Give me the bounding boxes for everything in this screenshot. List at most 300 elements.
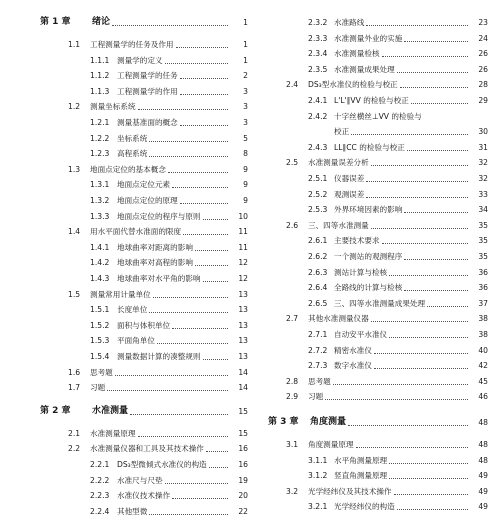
toc-entry-number: 1.3.2 xyxy=(90,196,110,205)
toc-entry-page-number: 46 xyxy=(478,392,488,402)
toc-entry-sec[interactable] xyxy=(0,441,248,456)
toc-entry-page-number: 22 xyxy=(238,506,248,516)
toc-entry-sub[interactable] xyxy=(264,453,488,468)
toc-entry-title: 地球曲率对距离的影响 xyxy=(117,242,193,252)
toc-entry-sub[interactable] xyxy=(0,271,248,286)
toc-entry-title: 用水平面代替水准面的限度 xyxy=(90,227,182,237)
toc-entry-sec[interactable] xyxy=(0,365,248,380)
toc-leader-dots xyxy=(183,234,228,235)
toc-leader-dots xyxy=(351,134,468,135)
toc-entry-page-number: 48 xyxy=(478,440,488,449)
toc-leader-dots xyxy=(157,343,228,344)
toc-entry-number: 第 2 章 xyxy=(40,405,71,416)
toc-entry-title: 测量坐标系统 xyxy=(90,102,136,112)
toc-entry-number: 2.3.3 xyxy=(308,33,328,43)
toc-leader-dots xyxy=(389,337,468,338)
toc-entry-number: 3.2 xyxy=(286,486,299,496)
toc-entry-title: 工程测量学的作用 xyxy=(117,86,178,96)
toc-entry-title: 其他型微 xyxy=(117,506,148,516)
toc-entry-page-number: 32 xyxy=(478,174,488,183)
toc-entry-sec[interactable] xyxy=(0,287,248,302)
toc-entry-title: 外界环境因素的影响 xyxy=(334,205,403,215)
toc-leader-dots xyxy=(195,265,228,266)
toc-entry-page-number: 23 xyxy=(478,18,488,27)
toc-entry-number: 2.5 xyxy=(286,158,299,168)
toc-entry-title: 面积与体积单位 xyxy=(117,320,171,330)
toc-leader-dots xyxy=(153,297,228,298)
toc-entry-title: 工程测量学的任务及作用 xyxy=(90,40,174,49)
toc-entry-page-number: 45 xyxy=(478,376,488,386)
toc-entry-page-number: 1 xyxy=(243,55,248,65)
toc-entry-title: 思考题 xyxy=(90,367,113,377)
toc-leader-dots xyxy=(382,243,468,244)
toc-entry-number: 2.2.3 xyxy=(90,491,110,501)
toc-entry-sub[interactable] xyxy=(0,53,248,68)
toc-entry-page-number: 15 xyxy=(238,406,248,416)
toc-entry-page-number: 9 xyxy=(243,164,248,174)
toc-entry-sub[interactable] xyxy=(0,240,248,255)
toc-leader-dots xyxy=(397,72,468,73)
toc-entry-page-number: 3 xyxy=(243,118,248,127)
toc-entry-title: 地面点定位的原理 xyxy=(117,196,178,205)
toc-entry-title: 地球曲率对高程的影响 xyxy=(117,258,193,268)
toc-leader-dots xyxy=(138,436,228,437)
toc-entry-page-number: 36 xyxy=(478,267,488,277)
toc-leader-dots xyxy=(389,478,468,479)
toc-leader-dots xyxy=(172,498,228,499)
toc-entry-number: 3.2.1 xyxy=(308,502,328,512)
toc-entry-page-number: 2 xyxy=(243,71,248,81)
toc-entry-number: 1.3 xyxy=(68,164,81,174)
toc-entry-page-number: 31 xyxy=(478,142,488,152)
toc-entry-number: 2.1 xyxy=(68,428,81,438)
toc-entry-sec[interactable] xyxy=(264,218,488,233)
toc-entry-sub[interactable] xyxy=(0,457,248,472)
toc-entry-number: 2.2.4 xyxy=(90,506,110,516)
toc-entry-sub[interactable] xyxy=(264,233,488,248)
toc-entry-sub[interactable] xyxy=(264,280,488,295)
toc-entry-sec[interactable] xyxy=(0,162,248,177)
toc-entry-sub[interactable] xyxy=(264,327,488,342)
toc-entry-page-number: 14 xyxy=(238,367,248,377)
toc-entry-number: 1.4 xyxy=(68,227,81,237)
toc-leader-dots xyxy=(325,399,468,400)
toc-entry-title: 校正 xyxy=(334,127,350,137)
toc-entry-number: 1.3.3 xyxy=(90,211,110,221)
toc-entry-chapter[interactable] xyxy=(0,404,248,419)
toc-entry-page-number: 24 xyxy=(478,33,488,43)
toc-entry-title: 主要技术要求 xyxy=(334,236,380,246)
toc-entry-number: 2.7.2 xyxy=(308,345,328,355)
toc-leader-dots xyxy=(366,25,468,26)
toc-entry-title: 角度测量原理 xyxy=(308,440,354,449)
toc-leader-dots xyxy=(400,87,468,88)
toc-entry-page-number: 40 xyxy=(478,345,488,355)
toc-entry-number: 1.5 xyxy=(68,289,81,299)
toc-entry-number: 1.1 xyxy=(68,40,81,49)
toc-leader-dots xyxy=(389,463,468,464)
toc-entry-sub[interactable] xyxy=(0,488,248,503)
toc-leader-dots xyxy=(427,306,468,307)
toc-entry-page-number: 33 xyxy=(478,189,488,199)
toc-entry-sub[interactable] xyxy=(264,46,488,61)
toc-entry-title: 水准测量原理 xyxy=(90,428,136,438)
toc-entry-sec[interactable] xyxy=(0,426,248,441)
toc-entry-sub[interactable] xyxy=(264,109,488,124)
toc-entry-page-number: 11 xyxy=(238,242,248,252)
toc-entry-title: 高程系统 xyxy=(117,149,148,159)
toc-entry-page-number: 9 xyxy=(243,180,248,190)
toc-entry-number: 2.6.3 xyxy=(308,267,328,277)
toc-leader-dots xyxy=(149,156,228,157)
toc-entry-page-number: 16 xyxy=(238,444,248,454)
toc-entry-title: 自动安平水准仪 xyxy=(334,330,388,339)
toc-entry-number: 1.5.2 xyxy=(90,320,110,330)
toc-entry-sec[interactable] xyxy=(264,437,488,452)
toc-entry-title: 测量数据计算的凑整规则 xyxy=(117,352,201,361)
toc-entry-sub[interactable] xyxy=(0,68,248,83)
toc-entry-sub[interactable] xyxy=(264,358,488,373)
toc-entry-number: 1.3.1 xyxy=(90,180,110,190)
toc-entry-title: 平面角单位 xyxy=(117,336,155,346)
toc-entry-title: LL∥CC 的检验与校正 xyxy=(334,142,405,152)
toc-entry-number: 3.1 xyxy=(286,440,299,449)
toc-entry-sub[interactable] xyxy=(0,146,248,161)
toc-leader-dots xyxy=(149,514,228,515)
toc-entry-title: 工程测量学的任务 xyxy=(117,71,178,81)
toc-leader-dots xyxy=(112,25,228,26)
toc-entry-title: 坐标系统 xyxy=(117,133,148,143)
toc-entry-number: 1.2.3 xyxy=(90,149,110,159)
toc-entry-sec[interactable] xyxy=(264,311,488,326)
toc-entry-page-number: 12 xyxy=(238,258,248,268)
toc-entry-sec[interactable] xyxy=(264,484,488,499)
toc-leader-dots xyxy=(394,494,468,495)
toc-leader-dots xyxy=(348,425,468,426)
toc-entry-sub[interactable] xyxy=(264,343,488,358)
toc-entry-title: 水准测量误差分析 xyxy=(308,158,369,168)
toc-entry-page-number: 12 xyxy=(238,274,248,283)
toc-entry-title: 思考题 xyxy=(308,376,331,386)
toc-entry-title: 其他水准测量仪器 xyxy=(308,314,369,324)
toc-entry-title: 测量常用计量单位 xyxy=(90,289,151,299)
toc-entry-page-number: 19 xyxy=(238,475,248,485)
toc-entry-page-number: 3 xyxy=(243,86,248,96)
toc-leader-dots xyxy=(180,78,228,79)
toc-entry-page-number: 26 xyxy=(478,49,488,59)
toc-leader-dots xyxy=(180,125,228,126)
toc-entry-title: 三、四等水准测量 xyxy=(308,220,369,230)
toc-entry-title: 水准测量外业的实施 xyxy=(334,33,403,43)
toc-entry-page-number: 37 xyxy=(478,298,488,308)
toc-entry-page-number: 35 xyxy=(478,236,488,246)
toc-entry-title: 仪器误差 xyxy=(334,174,365,183)
toc-entry-sec[interactable] xyxy=(264,389,488,404)
toc-leader-dots xyxy=(149,312,228,313)
toc-entry-number: 2.9 xyxy=(286,392,299,402)
toc-entry-title: 地球曲率对水平角的影响 xyxy=(117,274,201,283)
toc-leader-dots xyxy=(404,212,468,213)
toc-entry-sub[interactable] xyxy=(264,62,488,77)
toc-entry-number: 2.5.3 xyxy=(308,205,328,215)
toc-entry-sub[interactable] xyxy=(0,349,248,364)
toc-entry-number: 2.3.4 xyxy=(308,49,328,59)
toc-entry-sec[interactable] xyxy=(0,99,248,114)
toc-entry-title: 数字水准仪 xyxy=(334,361,372,371)
toc-entry-page-number: 38 xyxy=(478,314,488,324)
toc-entry-title: 光学经纬仪及其技术操作 xyxy=(308,486,392,496)
toc-entry-page-number: 30 xyxy=(478,127,488,137)
toc-entry-number: 1.1.1 xyxy=(90,55,110,65)
toc-entry-number: 2.6.4 xyxy=(308,283,328,293)
toc-entry-page-number: 20 xyxy=(238,491,248,501)
toc-entry-number: 2.2.2 xyxy=(90,475,110,485)
toc-entry-chapter[interactable] xyxy=(264,415,488,430)
toc-entry-sub[interactable] xyxy=(0,209,248,224)
toc-entry-sub[interactable] xyxy=(264,171,488,186)
toc-entry-title: 水准路线 xyxy=(334,18,365,27)
toc-leader-dots xyxy=(333,384,468,385)
toc-entry-title: 观测误差 xyxy=(334,189,365,199)
toc-entry-chapter[interactable] xyxy=(0,15,248,30)
toc-entry-number: 2.8 xyxy=(286,376,299,386)
toc-entry-page-number: 5 xyxy=(243,133,248,143)
toc-leader-dots xyxy=(404,259,468,260)
toc-leader-dots xyxy=(115,375,228,376)
toc-column-right xyxy=(264,0,488,513)
toc-entry-sec[interactable] xyxy=(264,155,488,170)
toc-entry-title: 测站计算与检核 xyxy=(334,267,388,277)
toc-leader-dots xyxy=(356,447,468,448)
toc-entry-title: 水准测量 xyxy=(92,405,129,416)
toc-entry-title: 绪论 xyxy=(92,17,111,27)
toc-entry-number: 2.6 xyxy=(286,220,299,230)
toc-entry-page-number: 42 xyxy=(478,361,488,371)
toc-entry-title: 一个测站的观测程序 xyxy=(334,252,403,261)
toc-entry-title: 三、四等水准测量成果处理 xyxy=(334,298,426,308)
toc-leader-dots xyxy=(203,359,228,360)
toc-entry-sub[interactable] xyxy=(0,131,248,146)
toc-entry-page-number: 9 xyxy=(243,196,248,205)
toc-entry-title: L'L'∥VV 的检验与校正 xyxy=(334,96,409,105)
toc-entry-page-number: 36 xyxy=(478,283,488,293)
toc-entry-page-number: 1 xyxy=(243,40,248,49)
toc-leader-dots xyxy=(203,219,228,220)
toc-entry-title: 十字丝横丝⊥VV 的检验与 xyxy=(334,111,422,121)
toc-entry-sub[interactable] xyxy=(0,473,248,488)
toc-entry-page-number: 38 xyxy=(478,330,488,339)
toc-entry-sub[interactable] xyxy=(0,193,248,208)
toc-leader-dots xyxy=(209,467,228,468)
toc-entry-title: 光学经纬仪的构造 xyxy=(334,502,395,512)
toc-leader-dots xyxy=(389,275,468,276)
toc-entry-number: 2.6.1 xyxy=(308,236,328,246)
toc-leader-dots xyxy=(130,414,228,415)
toc-entry-number: 2.3.2 xyxy=(308,18,328,27)
toc-entry-page-number: 28 xyxy=(478,80,488,90)
toc-entry-title: 角度测量 xyxy=(310,417,347,427)
toc-entry-sub[interactable] xyxy=(0,333,248,348)
toc-entry-page-number: 26 xyxy=(478,64,488,74)
toc-entry-title: 竖直角测量原理 xyxy=(334,471,388,481)
toc-entry-page-number: 49 xyxy=(478,486,488,496)
toc-entry-page-number: 14 xyxy=(238,383,248,393)
toc-entry-number: 1.5.1 xyxy=(90,305,110,315)
toc-leader-dots xyxy=(366,181,468,182)
toc-entry-title: 习题 xyxy=(90,383,106,393)
toc-entry-page-number: 35 xyxy=(478,220,488,230)
toc-entry-page-number: 29 xyxy=(478,96,488,105)
toc-entry-number: 1.2 xyxy=(68,102,81,112)
toc-entry-page-number: 15 xyxy=(238,428,248,438)
toc-entry-page-number: 48 xyxy=(478,455,488,465)
toc-entry-sec[interactable] xyxy=(0,380,248,395)
toc-entry-number: 1.4.3 xyxy=(90,274,110,283)
toc-leader-dots xyxy=(366,197,468,198)
toc-entry-number: 2.7.3 xyxy=(308,361,328,371)
toc-entry-page-number: 34 xyxy=(478,205,488,215)
toc-entry-title: 水平角测量原理 xyxy=(334,455,388,465)
toc-entry-number: 2.2 xyxy=(68,444,81,454)
toc-leader-dots xyxy=(165,483,228,484)
toc-entry-title: 水准测量仪器和工具及其技术操作 xyxy=(90,444,204,454)
toc-entry-title: 地面点定位的程序与原则 xyxy=(117,211,201,221)
toc-entry-number: 2.2.1 xyxy=(90,460,110,469)
toc-entry-page-number: 35 xyxy=(478,252,488,261)
toc-leader-dots xyxy=(407,150,468,151)
toc-leader-dots xyxy=(371,228,468,229)
toc-entry-sub[interactable] xyxy=(0,318,248,333)
toc-entry-page-number: 11 xyxy=(238,227,248,237)
toc-entry-sec[interactable] xyxy=(0,37,248,52)
toc-entry-title: 水准仪技术操作 xyxy=(117,491,171,501)
toc-entry-page-number: 13 xyxy=(238,352,248,361)
toc-entry-sub[interactable] xyxy=(264,15,488,30)
toc-entry-page-number: 13 xyxy=(238,305,248,315)
toc-entry-page-number: 48 xyxy=(478,418,488,427)
toc-leader-dots xyxy=(206,451,228,452)
toc-entry-number: 2.5.2 xyxy=(308,189,328,199)
toc-entry-sub[interactable] xyxy=(264,187,488,202)
toc-leader-dots xyxy=(404,41,468,42)
toc-entry-sub[interactable] xyxy=(0,504,248,519)
toc-entry-page-number: 13 xyxy=(238,336,248,346)
toc-leader-dots xyxy=(165,63,228,64)
toc-entry-page-number: 8 xyxy=(243,149,248,159)
toc-entry-title: 全路线的计算与检核 xyxy=(334,283,403,293)
toc-entry-number: 2.4.3 xyxy=(308,142,328,152)
toc-entry-page-number: 49 xyxy=(478,471,488,481)
toc-leader-dots xyxy=(168,172,228,173)
toc-entry-number: 2.6.5 xyxy=(308,298,328,308)
toc-entry-page-number: 16 xyxy=(238,460,248,469)
toc-entry-number: 1.5.4 xyxy=(90,352,110,361)
toc-entry-page-number: 49 xyxy=(478,502,488,512)
toc-entry-sub[interactable] xyxy=(264,249,488,264)
toc-entry-sub[interactable] xyxy=(264,31,488,46)
toc-entry-title: 水准尺与尺垫 xyxy=(117,475,163,485)
toc-entry-sub[interactable] xyxy=(0,84,248,99)
toc-entry-number: 第 3 章 xyxy=(268,417,299,427)
toc-entry-page-number: 10 xyxy=(238,211,248,221)
toc-leader-dots xyxy=(180,94,228,95)
toc-entry-number: 2.7.1 xyxy=(308,330,328,339)
toc-entry-number: 1.7 xyxy=(68,383,81,393)
toc-entry-sub[interactable] xyxy=(264,265,488,280)
toc-entry-sub[interactable] xyxy=(264,202,488,217)
toc-entry-sec[interactable] xyxy=(0,224,248,239)
toc-leader-dots xyxy=(138,109,228,110)
toc-entry-number: 2.7 xyxy=(286,314,299,324)
toc-entry-sub[interactable] xyxy=(264,468,488,483)
toc-leader-dots xyxy=(203,281,228,282)
toc-entry-sec[interactable] xyxy=(264,77,488,92)
toc-leader-dots xyxy=(107,390,228,391)
toc-entry-page-number: 32 xyxy=(478,158,488,168)
toc-entry-sub[interactable] xyxy=(264,93,488,108)
toc-entry-number: 1.2.2 xyxy=(90,133,110,143)
toc-entry-sec[interactable] xyxy=(264,374,488,389)
toc-entry-cont[interactable] xyxy=(264,124,488,139)
toc-leader-dots xyxy=(371,321,468,322)
toc-entry-title: DS₃型微倾式水准仪的构造 xyxy=(117,460,207,469)
toc-entry-sub[interactable] xyxy=(264,499,488,514)
toc-entry-number: 3.1.2 xyxy=(308,471,328,481)
toc-entry-title: 水准测量检核 xyxy=(334,49,380,59)
toc-entry-sub[interactable] xyxy=(0,302,248,317)
toc-entry-number: 1.4.1 xyxy=(90,242,110,252)
toc-entry-sub[interactable] xyxy=(0,177,248,192)
toc-entry-number: 第 1 章 xyxy=(40,17,71,27)
toc-entry-number: 2.4.1 xyxy=(308,96,328,105)
toc-entry-title: 测量基准面的概念 xyxy=(117,118,178,127)
toc-entry-number: 1.2.1 xyxy=(90,118,110,127)
toc-entry-sub[interactable] xyxy=(0,255,248,270)
toc-leader-dots xyxy=(411,103,468,104)
toc-entry-title: DS₃型水准仪的检验与校正 xyxy=(308,80,398,90)
toc-entry-title: 水准测量成果处理 xyxy=(334,64,395,74)
toc-entry-page-number: 13 xyxy=(238,320,248,330)
toc-entry-number: 2.4 xyxy=(286,80,299,90)
toc-leader-dots xyxy=(195,250,228,251)
toc-leader-dots xyxy=(371,165,468,166)
toc-entry-number: 2.5.1 xyxy=(308,174,328,183)
toc-entry-title: 长度单位 xyxy=(117,305,148,315)
toc-entry-number: 1.6 xyxy=(68,367,81,377)
toc-leader-dots xyxy=(172,328,228,329)
toc-entry-title: 习题 xyxy=(308,392,324,402)
toc-entry-number: 1.5.3 xyxy=(90,336,110,346)
toc-entry-sub[interactable] xyxy=(264,296,488,311)
toc-entry-sub[interactable] xyxy=(264,140,488,155)
toc-entry-title: 地面点定位元素 xyxy=(117,180,171,190)
toc-leader-dots xyxy=(382,56,468,57)
toc-entry-page-number: 1 xyxy=(243,18,248,27)
toc-leader-dots xyxy=(397,509,468,510)
toc-entry-page-number: 13 xyxy=(238,289,248,299)
toc-entry-number: 1.4.2 xyxy=(90,258,110,268)
toc-entry-page-number: 3 xyxy=(243,102,248,112)
toc-leader-dots xyxy=(180,203,228,204)
toc-entry-number: 2.3.5 xyxy=(308,64,328,74)
toc-leader-dots xyxy=(404,290,468,291)
toc-leader-dots xyxy=(172,187,228,188)
toc-entry-number: 2.4.2 xyxy=(308,111,328,121)
toc-entry-number: 1.1.3 xyxy=(90,86,110,96)
toc-entry-sub[interactable] xyxy=(0,115,248,130)
toc-leader-dots xyxy=(176,47,228,48)
toc-entry-title: 精密水准仪 xyxy=(334,345,372,355)
